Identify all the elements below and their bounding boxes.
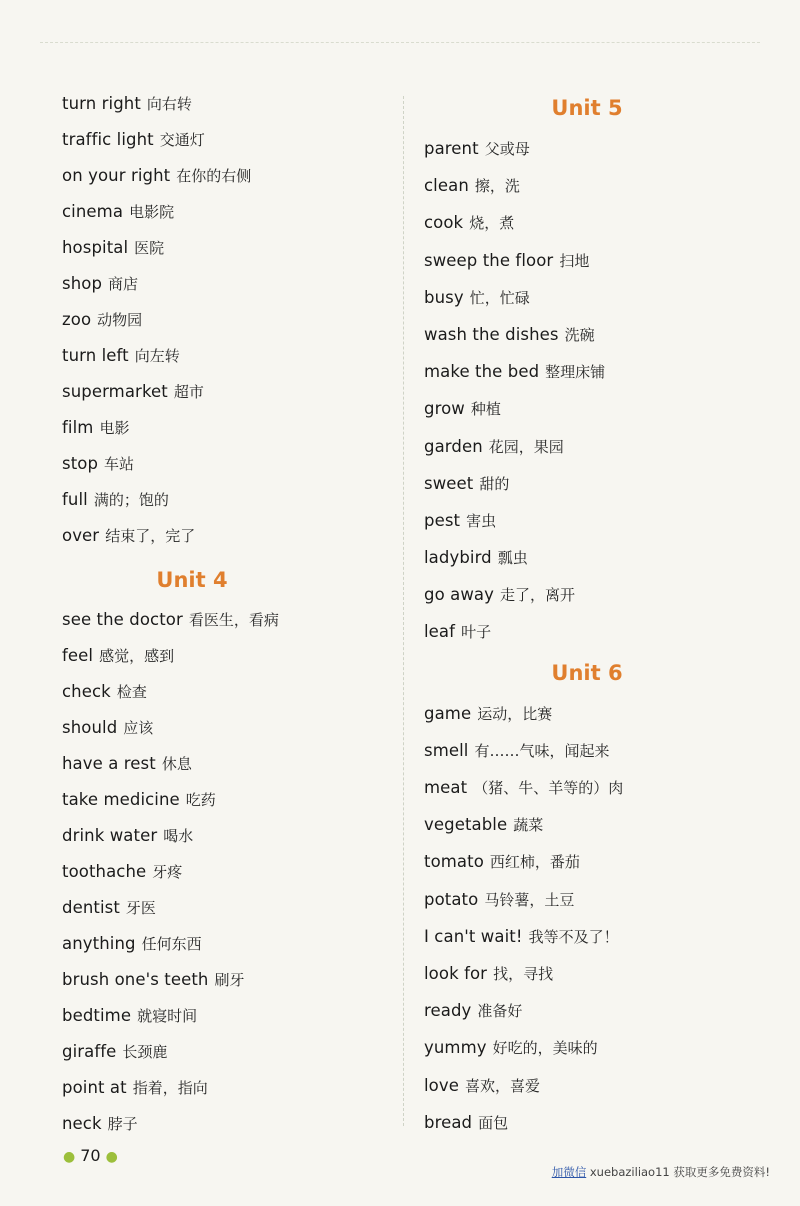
vocab-english: potato: [424, 889, 479, 909]
vocab-english: cinema: [62, 202, 124, 221]
vocab-english: drink water: [62, 826, 158, 845]
vocab-english: make the bed: [424, 362, 540, 382]
vocab-chinese: 脖子: [107, 1115, 138, 1133]
vocab-entry: [424, 843, 754, 880]
vocab-chinese: 牙医: [125, 899, 156, 917]
vocab-entry: [62, 746, 382, 782]
vocab-entry: [62, 410, 382, 446]
vocab-entry: [62, 446, 382, 482]
vocab-english: brush one's teeth: [62, 970, 209, 989]
vocab-chinese: 就寝时间: [137, 1007, 198, 1025]
vocab-entry: [424, 204, 754, 241]
vocab-chinese: 忙，忙碌: [469, 288, 530, 307]
vocab-english: hospital: [62, 238, 129, 257]
vocab-chinese: 向右转: [146, 95, 192, 113]
vocab-english: toothache: [62, 862, 147, 881]
vocab-english: zoo: [62, 310, 92, 329]
vocab-english: giraffe: [62, 1042, 117, 1061]
vocab-english: anything: [62, 934, 136, 953]
vocab-entry: [62, 1034, 382, 1070]
vocab-entry: [62, 230, 382, 266]
vocab-chinese: 有……气味，闻起来: [474, 741, 610, 760]
vocab-entry: [62, 998, 382, 1034]
vocab-english: shop: [62, 274, 103, 293]
vocab-chinese: 马铃薯，土豆: [484, 890, 575, 909]
vocab-english: point at: [62, 1078, 127, 1097]
vocab-entry: [62, 1070, 382, 1106]
vocab-english: see the doctor: [62, 610, 183, 629]
footer-watermark: [552, 1164, 770, 1180]
vocab-entry: [424, 955, 754, 992]
vocab-chinese: 好吃的，美味的: [492, 1039, 598, 1058]
vocab-entry: [424, 613, 754, 650]
vocab-entry: [62, 374, 382, 410]
vocab-entry: [424, 502, 754, 539]
vocab-chinese: 喝水: [163, 827, 194, 845]
vocab-chinese: 花园，果园: [488, 437, 564, 456]
vocab-entry: [62, 122, 382, 158]
vocab-english: yummy: [424, 1038, 487, 1058]
vocab-chinese: 检查: [116, 683, 147, 701]
vocab-chinese: 害虫: [466, 511, 497, 530]
vocab-chinese: 向左转: [134, 347, 180, 365]
vocab-entry: [424, 539, 754, 576]
vocab-english: turn left: [62, 346, 129, 365]
vocab-entry: [62, 710, 382, 746]
vocab-chinese: 车站: [104, 455, 135, 473]
vocab-chinese: 交通灯: [159, 131, 205, 149]
vocab-entry: [424, 992, 754, 1029]
vocab-entry: [62, 302, 382, 338]
vocab-entry: [62, 86, 382, 122]
vocab-chinese: 种植: [470, 400, 501, 419]
vocab-chinese: （猪、牛、羊等的）肉: [473, 779, 624, 797]
vocab-english: full: [62, 490, 88, 509]
vocab-entry: [424, 390, 754, 427]
vocab-english: grow: [424, 399, 465, 419]
vocab-entry: [62, 266, 382, 302]
vocab-entry: [424, 806, 754, 843]
vocab-chinese: 喜欢，喜爱: [465, 1076, 541, 1095]
vocab-english: vegetable: [424, 815, 508, 835]
vocab-chinese: 指着，指向: [132, 1079, 208, 1097]
vocab-chinese: 烧，煮: [469, 214, 515, 233]
vocab-entry: [424, 769, 754, 806]
vocab-entry: [424, 918, 754, 955]
vocab-chinese: 看医生，看病: [188, 611, 279, 629]
vocab-entry: [424, 465, 754, 502]
vocab-chinese: 面包: [478, 1113, 509, 1132]
unit-4-heading: Unit 4: [156, 568, 228, 592]
vocab-entry: [424, 167, 754, 204]
vocab-entry: [62, 926, 382, 962]
vocab-chinese: 扫地: [559, 251, 590, 270]
unit-4-word-list: [62, 602, 382, 1142]
vocab-entry: [424, 1029, 754, 1066]
vocab-english: have a rest: [62, 754, 156, 773]
vocab-chinese: 牙疼: [152, 863, 183, 881]
vocab-entry: [424, 279, 754, 316]
vocab-entry: [62, 638, 382, 674]
vocab-chinese: 结束了，完了: [105, 527, 196, 545]
vocab-english: should: [62, 718, 118, 737]
vocab-chinese: 长颈鹿: [122, 1043, 168, 1061]
vocab-entry: [424, 130, 754, 167]
vocab-english: feel: [62, 646, 94, 665]
unit-6-heading: Unit 6: [551, 660, 623, 685]
unit-6-word-list: [424, 695, 754, 1141]
vocab-chinese: 父或母: [484, 140, 530, 158]
vocab-english: sweet: [424, 473, 474, 493]
vocab-chinese: 感觉，感到: [99, 647, 175, 665]
vocab-english: stop: [62, 454, 99, 473]
vocab-entry: [62, 818, 382, 854]
vocab-english: tomato: [424, 852, 484, 872]
vocab-english: smell: [424, 740, 469, 760]
vocab-entry: [424, 1067, 754, 1104]
vocab-entry: [62, 338, 382, 374]
vocab-english: ready: [424, 1001, 472, 1021]
vocab-entry: [62, 854, 382, 890]
vocab-english: ladybird: [424, 548, 492, 568]
vocab-chinese: 甜的: [479, 474, 510, 493]
vocab-entry: [424, 316, 754, 353]
left-column: [62, 86, 382, 1142]
vocab-english: bedtime: [62, 1006, 132, 1025]
vocab-chinese: 找，寻找: [493, 964, 554, 983]
page-number-text: 70: [80, 1146, 101, 1165]
vocab-english: neck: [62, 1114, 102, 1133]
top-divider-line: [40, 42, 760, 43]
vocab-chinese: 满的；饱的: [93, 491, 169, 509]
footer-text: xuebaziliao11 获取更多免费资料!: [589, 1165, 770, 1179]
vocab-chinese: 刷牙: [214, 971, 245, 989]
vocab-english: over: [62, 526, 100, 545]
vocab-entry: [62, 602, 382, 638]
vocab-entry: [62, 158, 382, 194]
vocab-english: turn right: [62, 94, 141, 113]
vocab-entry: [424, 576, 754, 613]
vocab-chinese: 擦，洗: [474, 177, 520, 196]
vocab-chinese: 在你的右侧: [176, 167, 252, 185]
vocab-english: meat: [424, 778, 468, 797]
vocab-chinese: 电影: [99, 419, 130, 437]
vocab-english: busy: [424, 287, 464, 307]
vocab-entry: [62, 962, 382, 998]
vocab-english: leaf: [424, 622, 456, 642]
unit-5-word-list: [424, 130, 754, 651]
vocab-english: clean: [424, 176, 469, 196]
vocab-english: sweep the floor: [424, 250, 554, 270]
vocab-entry: [62, 782, 382, 818]
page-number-dot-right: ●: [105, 1149, 118, 1165]
vocab-chinese: 整理床铺: [545, 363, 606, 382]
vocab-english: pest: [424, 510, 461, 530]
vocab-entry: [424, 1104, 754, 1141]
vocab-english: wash the dishes: [424, 324, 559, 344]
vocab-english: game: [424, 703, 472, 723]
vocab-chinese: 走了，离开: [500, 586, 576, 605]
unit-5-heading: Unit 5: [551, 96, 623, 120]
vocab-english: go away: [424, 585, 494, 605]
footer-link[interactable]: 加微信: [551, 1165, 587, 1179]
vocab-chinese: 应该: [123, 719, 154, 737]
vocab-entry: [424, 353, 754, 390]
vocab-entry: [62, 1106, 382, 1142]
vocab-entry: [424, 881, 754, 918]
vocab-chinese: 医院: [134, 239, 165, 257]
vocab-entry: [62, 482, 382, 518]
vocab-english: look for: [424, 963, 488, 983]
vocab-english: bread: [424, 1112, 473, 1132]
vocab-chinese: 商店: [108, 275, 139, 293]
vocab-english: check: [62, 682, 111, 701]
vocab-chinese: 电影院: [129, 203, 175, 221]
vocab-chinese: 我等不及了！: [528, 927, 619, 946]
vocab-english: on your right: [62, 166, 171, 185]
vocab-english: traffic light: [62, 130, 154, 149]
vocab-entry: [424, 428, 754, 465]
vocab-english: film: [62, 418, 94, 437]
vocab-english: parent: [424, 139, 479, 158]
vocab-english: take medicine: [62, 790, 180, 809]
vocab-chinese: 休息: [161, 755, 192, 773]
vocab-entry: [424, 695, 754, 732]
vocab-chinese: 西红柿，番茄: [489, 853, 580, 872]
vocab-chinese: 运动，比赛: [477, 704, 553, 723]
vocab-english: supermarket: [62, 382, 168, 401]
page-number: [58, 1146, 123, 1165]
vocab-english: cook: [424, 213, 464, 233]
vocab-entry: [62, 194, 382, 230]
vocab-entry: [62, 674, 382, 710]
unit-3-word-list: [62, 86, 382, 554]
vocab-entry: [62, 518, 382, 554]
vocab-chinese: 动物园: [97, 311, 143, 329]
vocab-chinese: 瓢虫: [497, 549, 528, 568]
vocab-chinese: 超市: [173, 383, 204, 401]
vocab-entry: [424, 732, 754, 769]
vocab-entry: [62, 890, 382, 926]
vocab-english: dentist: [62, 898, 120, 917]
vocab-english: garden: [424, 436, 483, 456]
vocab-english: love: [424, 1075, 459, 1095]
vocab-chinese: 准备好: [477, 1002, 523, 1021]
right-column: [424, 86, 754, 1141]
vocab-chinese: 叶子: [461, 623, 492, 642]
column-divider: [403, 96, 404, 1126]
vocab-entry: [424, 242, 754, 279]
page-number-dot-left: ●: [63, 1149, 76, 1165]
vocab-chinese: 洗碗: [564, 325, 595, 344]
vocab-chinese: 蔬菜: [513, 816, 544, 835]
vocab-chinese: 吃药: [185, 791, 216, 809]
vocab-english: I can't wait!: [424, 926, 523, 946]
vocab-chinese: 任何东西: [141, 935, 202, 953]
